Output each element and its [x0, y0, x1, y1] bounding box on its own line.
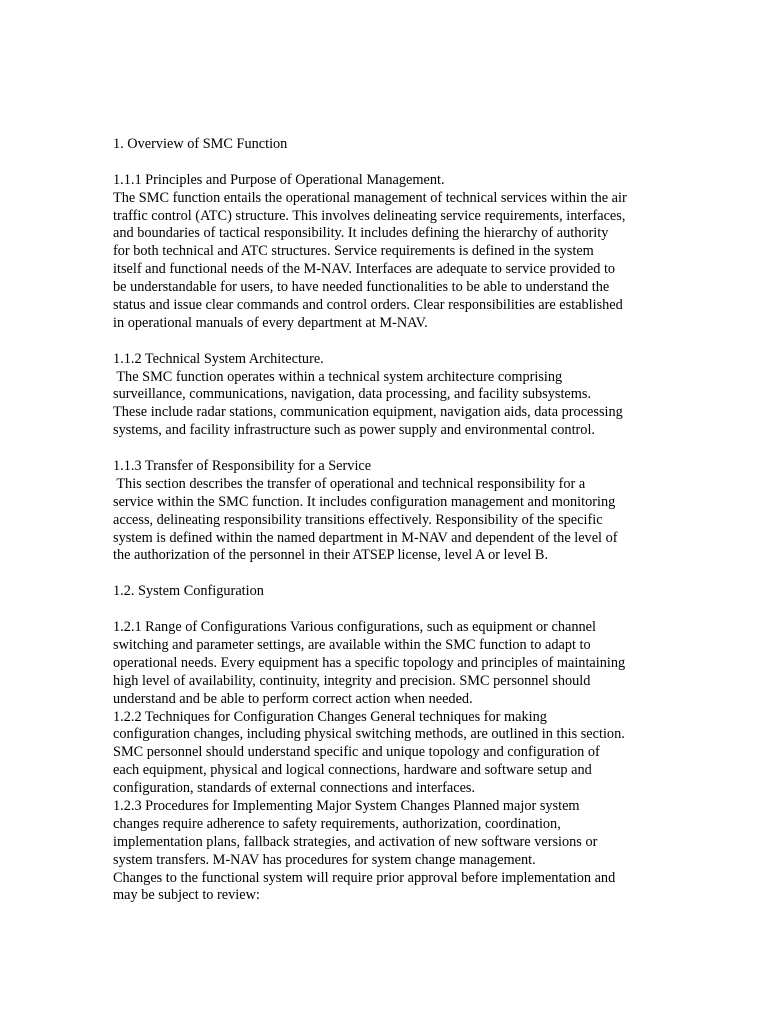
- text-line: in operational manuals of every department at M-NAV.: [113, 314, 428, 331]
- paragraph-1-2-2: [113, 709, 658, 798]
- text-line: systems, and facility infrastructure such as power supply and environmental control.: [113, 422, 595, 439]
- text-line: high level of availability, continuity, integrity and precision. SMC personnel should: [113, 672, 591, 689]
- paragraph-gap: [113, 565, 658, 583]
- text-line: service within the SMC function. It includes configuration management and monitoring: [113, 493, 616, 510]
- text-line: operational needs. Every equipment has a specific topology and principles of maintaining: [113, 654, 626, 671]
- text-line: Changes to the functional system will require prior approval before implementation and: [113, 869, 616, 886]
- text-line: The SMC function entails the operational management of technical services within the air: [113, 189, 627, 206]
- paragraph-gap: [113, 333, 658, 351]
- paragraph-1-2-3: [113, 798, 658, 905]
- paragraph-1-1-2: [113, 369, 658, 441]
- text-line: each equipment, physical and logical connections, hardware and software setup and: [113, 762, 592, 779]
- text-line: This section describes the transfer of operational and technical responsibility for a: [113, 475, 586, 492]
- text-line: system is defined within the named department in M-NAV and dependent of the level of: [113, 529, 618, 546]
- text-line: implementation plans, fallback strategies, and activation of new software versions or: [113, 833, 598, 850]
- text-line: surveillance, communications, navigation, data processing, and facility subsystems.: [113, 386, 592, 403]
- heading-1-1-2: 1.1.2 Technical System Architecture.: [113, 350, 324, 367]
- text-line: 1.2.1 Range of Configurations Various configurations, such as equipment or channel: [113, 619, 596, 636]
- text-line: 1.2.2 Techniques for Configuration Changes General techniques for making: [113, 708, 547, 725]
- paragraph-gap: [113, 440, 658, 458]
- text-line: status and issue clear commands and control orders. Clear responsibilities are established: [113, 297, 623, 314]
- text-line: itself and functional needs of the M-NAV. Interfaces are adequate to service provided to: [113, 261, 616, 278]
- text-line: for both technical and ATC structures. Service requirements is defined in the system: [113, 243, 594, 260]
- heading-1-1-1: 1.1.1 Principles and Purpose of Operational Management.: [113, 171, 445, 188]
- text-line: may be subject to review:: [113, 887, 260, 904]
- text-line: system transfers. M-NAV has procedures for system change management.: [113, 851, 536, 868]
- text-line: understand and be able to perform correct action when needed.: [113, 690, 473, 707]
- text-line: be understandable for users, to have needed functionalities to be able to understand the: [113, 279, 610, 296]
- paragraph-gap: [113, 154, 658, 172]
- text-line: The SMC function operates within a technical system architecture comprising: [113, 368, 563, 385]
- paragraph-1-1-1: [113, 190, 658, 333]
- text-line: and boundaries of tactical responsibility. It includes defining the hierarchy of authority: [113, 225, 609, 242]
- text-line: access, delineating responsibility transitions effectively. Responsibility of the specific: [113, 511, 603, 528]
- section-title: 1. Overview of SMC Function: [113, 136, 288, 152]
- text-line: traffic control (ATC) structure. This involves delineating service requirements, interfaces,: [113, 207, 626, 224]
- text-line: the authorization of the personnel in their ATSEP license, level A or level B.: [113, 547, 549, 564]
- paragraph-1-1-3: [113, 476, 658, 565]
- document-page: [113, 136, 658, 905]
- text-line: configuration, standards of external connections and interfaces.: [113, 780, 476, 797]
- text-line: configuration changes, including physical switching methods, are outlined in this section.: [113, 726, 625, 743]
- heading-1-2: 1.2. System Configuration: [113, 583, 264, 600]
- paragraph-1-2-1: [113, 619, 658, 708]
- paragraph-gap: [113, 601, 658, 619]
- text-line: These include radar stations, communication equipment, navigation aids, data processing: [113, 404, 623, 421]
- heading-1-1-3: 1.1.3 Transfer of Responsibility for a Service: [113, 458, 372, 475]
- text-line: changes require adherence to safety requirements, authorization, coordination,: [113, 815, 561, 832]
- text-line: switching and parameter settings, are available within the SMC function to adapt to: [113, 636, 591, 653]
- text-line: 1.2.3 Procedures for Implementing Major System Changes Planned major system: [113, 797, 580, 814]
- text-line: SMC personnel should understand specific and unique topology and configuration of: [113, 744, 600, 761]
